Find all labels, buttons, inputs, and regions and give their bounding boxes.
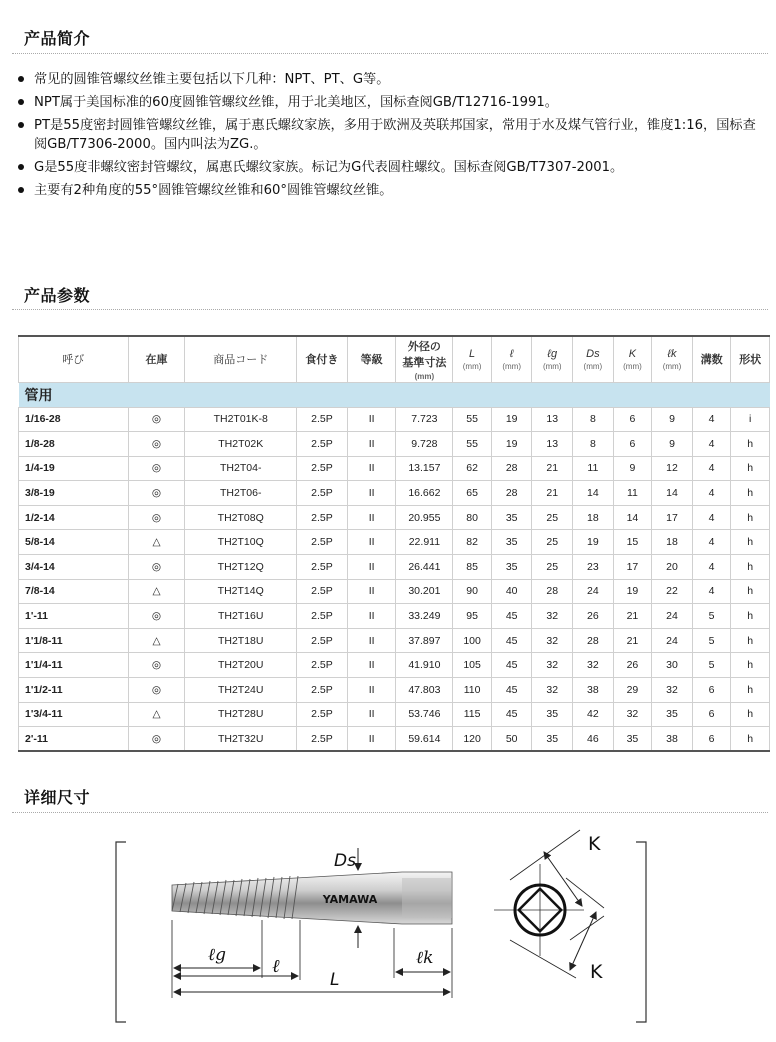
params-section-title: 产品参数 — [24, 286, 91, 305]
cell-code: TH2T20U — [185, 653, 297, 678]
cell-od: 53.746 — [396, 702, 453, 727]
cell-od: 9.728 — [396, 432, 453, 457]
intro-item: PT是55度密封圆锥管螺纹丝锥，属于惠氏螺纹家族，多用于欧洲及英联邦国家，常用于水及煤气管行业，锥度1:16，国标查阅GB/T7306-2000。国内叫法为ZG.。 — [18, 116, 768, 154]
cell-shape: h — [731, 579, 770, 604]
intro-item: 常见的圆锥管螺纹丝锥主要包括以下几种：NPT、PT、G等。 — [18, 70, 768, 89]
cell-size: 1'-11 — [19, 604, 129, 629]
table-row — [19, 555, 770, 580]
cell-od: 59.614 — [396, 727, 453, 752]
cell-stock: ◎ — [128, 505, 185, 530]
intro-section-title: 产品简介 — [24, 29, 91, 48]
cell-shape: h — [731, 628, 770, 653]
cell-L: 82 — [453, 530, 492, 555]
cell-size: 3/8-19 — [19, 481, 129, 506]
cell-l: 35 — [491, 555, 532, 580]
cell-size: 1/4-19 — [19, 456, 129, 481]
cell-Ds: 8 — [573, 407, 614, 432]
cell-od: 41.910 — [396, 653, 453, 678]
cell-size: 1'3/4-11 — [19, 702, 129, 727]
cell-code: TH2T04- — [185, 456, 297, 481]
cell-l: 45 — [491, 604, 532, 629]
cell-lg: 21 — [532, 456, 573, 481]
cell-code: TH2T32U — [185, 727, 297, 752]
cell-code: TH2T24U — [185, 678, 297, 703]
cell-Ds: 42 — [573, 702, 614, 727]
cell-code: TH2T28U — [185, 702, 297, 727]
cell-L: 65 — [453, 481, 492, 506]
cell-shape: h — [731, 432, 770, 457]
cell-lk: 30 — [652, 653, 693, 678]
cell-L: 55 — [453, 432, 492, 457]
cell-grade: II — [347, 678, 396, 703]
cell-l: 45 — [491, 678, 532, 703]
right-bracket — [636, 842, 646, 1022]
cell-flutes: 6 — [692, 727, 731, 752]
cell-lk: 17 — [652, 505, 693, 530]
table-row — [19, 579, 770, 604]
header-code: 商品コード — [185, 336, 297, 382]
cell-chamfer: 2.5P — [297, 456, 348, 481]
cell-shape: h — [731, 505, 770, 530]
cell-lk: 12 — [652, 456, 693, 481]
cell-Ds: 8 — [573, 432, 614, 457]
cell-shape: h — [731, 727, 770, 752]
cell-lk: 18 — [652, 530, 693, 555]
cell-K: 32 — [613, 702, 652, 727]
cell-flutes: 4 — [692, 555, 731, 580]
cell-size: 7/8-14 — [19, 579, 129, 604]
cell-od: 26.441 — [396, 555, 453, 580]
cell-K: 21 — [613, 628, 652, 653]
cell-lk: 22 — [652, 579, 693, 604]
cell-Ds: 11 — [573, 456, 614, 481]
cell-Ds: 24 — [573, 579, 614, 604]
cell-size: 5/8-14 — [19, 530, 129, 555]
table-row — [19, 505, 770, 530]
cell-code: TH2T16U — [185, 604, 297, 629]
table-row — [19, 481, 770, 506]
cell-chamfer: 2.5P — [297, 727, 348, 752]
table-row — [19, 530, 770, 555]
cell-od: 7.723 — [396, 407, 453, 432]
cell-stock: △ — [128, 628, 185, 653]
cell-chamfer: 2.5P — [297, 579, 348, 604]
intro-divider — [12, 53, 768, 54]
header-shape: 形状 — [731, 336, 770, 382]
header-K: K (mm) — [613, 336, 652, 382]
cell-Ds: 28 — [573, 628, 614, 653]
cell-L: 90 — [453, 579, 492, 604]
cell-size: 1'1/8-11 — [19, 628, 129, 653]
cell-shape: i — [731, 407, 770, 432]
cell-stock: ◎ — [128, 678, 185, 703]
cell-grade: II — [347, 505, 396, 530]
header-stock: 在庫 — [128, 336, 185, 382]
cell-size: 1'1/4-11 — [19, 653, 129, 678]
cell-code: TH2T06- — [185, 481, 297, 506]
cell-grade: II — [347, 604, 396, 629]
cell-size: 1/16-28 — [19, 407, 129, 432]
cell-K: 11 — [613, 481, 652, 506]
cell-grade: II — [347, 407, 396, 432]
cell-l: 19 — [491, 432, 532, 457]
header-od-line1: 外径の — [407, 340, 441, 353]
cell-grade: II — [347, 456, 396, 481]
cell-code: TH2T08Q — [185, 505, 297, 530]
cell-flutes: 6 — [692, 678, 731, 703]
cell-size: 1'1/2-11 — [19, 678, 129, 703]
cell-Ds: 23 — [573, 555, 614, 580]
cell-od: 30.201 — [396, 579, 453, 604]
cell-od: 13.157 — [396, 456, 453, 481]
tap-end-view — [494, 830, 604, 983]
cell-lk: 14 — [652, 481, 693, 506]
table-row — [19, 432, 770, 457]
cell-chamfer: 2.5P — [297, 604, 348, 629]
cell-stock: ◎ — [128, 604, 185, 629]
cell-lk: 20 — [652, 555, 693, 580]
header-size: 呼び — [19, 336, 129, 382]
cell-l: 50 — [491, 727, 532, 752]
cell-lk: 9 — [652, 432, 693, 457]
cell-Ds: 46 — [573, 727, 614, 752]
cell-stock: △ — [128, 530, 185, 555]
cell-stock: ◎ — [128, 432, 185, 457]
group-label: 管用 — [19, 382, 770, 407]
cell-stock: ◎ — [128, 407, 185, 432]
cell-grade: II — [347, 530, 396, 555]
cell-l: 45 — [491, 628, 532, 653]
cell-chamfer: 2.5P — [297, 481, 348, 506]
cell-L: 105 — [453, 653, 492, 678]
cell-l: 45 — [491, 653, 532, 678]
cell-code: TH2T10Q — [185, 530, 297, 555]
cell-chamfer: 2.5P — [297, 505, 348, 530]
cell-chamfer: 2.5P — [297, 530, 348, 555]
cell-L: 110 — [453, 678, 492, 703]
cell-lk: 38 — [652, 727, 693, 752]
cell-K: 26 — [613, 653, 652, 678]
cell-K: 15 — [613, 530, 652, 555]
cell-chamfer: 2.5P — [297, 628, 348, 653]
cell-stock: △ — [128, 702, 185, 727]
cell-shape: h — [731, 530, 770, 555]
cell-l: 35 — [491, 530, 532, 555]
cell-lg: 32 — [532, 678, 573, 703]
cell-shape: h — [731, 604, 770, 629]
cell-Ds: 18 — [573, 505, 614, 530]
cell-stock: ◎ — [128, 653, 185, 678]
cell-Ds: 19 — [573, 530, 614, 555]
cell-shape: h — [731, 653, 770, 678]
cell-chamfer: 2.5P — [297, 678, 348, 703]
cell-flutes: 4 — [692, 579, 731, 604]
cell-stock: ◎ — [128, 481, 185, 506]
cell-L: 62 — [453, 456, 492, 481]
cell-size: 3/4-14 — [19, 555, 129, 580]
intro-list — [18, 70, 768, 204]
cell-flutes: 4 — [692, 505, 731, 530]
table-row — [19, 678, 770, 703]
left-bracket — [116, 842, 126, 1022]
table-row — [19, 628, 770, 653]
cell-code: TH2T12Q — [185, 555, 297, 580]
cell-K: 6 — [613, 407, 652, 432]
cell-L: 80 — [453, 505, 492, 530]
cell-od: 20.955 — [396, 505, 453, 530]
cell-size: 2'-11 — [19, 727, 129, 752]
detail-divider — [12, 812, 768, 813]
cell-lg: 35 — [532, 727, 573, 752]
cell-flutes: 5 — [692, 628, 731, 653]
header-lg: ℓg (mm) — [532, 336, 573, 382]
cell-L: 115 — [453, 702, 492, 727]
label-k-top: K — [588, 833, 601, 855]
cell-od: 22.911 — [396, 530, 453, 555]
cell-l: 45 — [491, 702, 532, 727]
cell-flutes: 5 — [692, 604, 731, 629]
cell-lg: 35 — [532, 702, 573, 727]
cell-K: 29 — [613, 678, 652, 703]
cell-code: TH2T14Q — [185, 579, 297, 604]
cell-lg: 32 — [532, 604, 573, 629]
table-row — [19, 702, 770, 727]
detail-section-title: 详细尺寸 — [24, 788, 91, 807]
cell-lg: 25 — [532, 555, 573, 580]
cell-lg: 32 — [532, 628, 573, 653]
cell-lg: 13 — [532, 407, 573, 432]
cell-od: 37.897 — [396, 628, 453, 653]
cell-L: 120 — [453, 727, 492, 752]
cell-grade: II — [347, 481, 396, 506]
cell-grade: II — [347, 702, 396, 727]
cell-chamfer: 2.5P — [297, 555, 348, 580]
header-chamfer: 食付き — [297, 336, 348, 382]
cell-od: 33.249 — [396, 604, 453, 629]
cell-od: 16.662 — [396, 481, 453, 506]
cell-K: 6 — [613, 432, 652, 457]
cell-shape: h — [731, 702, 770, 727]
table-row — [19, 604, 770, 629]
intro-item: NPT属于美国标准的60度圆锥管螺纹丝锥，用于北美地区，国标查阅GB/T12716-1991。 — [18, 93, 768, 112]
cell-L: 100 — [453, 628, 492, 653]
cell-l: 40 — [491, 579, 532, 604]
cell-grade: II — [347, 579, 396, 604]
table-row — [19, 456, 770, 481]
header-grade: 等級 — [347, 336, 396, 382]
header-Ds: Ds (mm) — [573, 336, 614, 382]
cell-flutes: 4 — [692, 481, 731, 506]
cell-lg: 21 — [532, 481, 573, 506]
label-L: L — [330, 970, 340, 990]
cell-size: 1/8-28 — [19, 432, 129, 457]
cell-K: 21 — [613, 604, 652, 629]
cell-stock: ◎ — [128, 727, 185, 752]
tap-dimension-diagram — [0, 820, 776, 1035]
cell-L: 85 — [453, 555, 492, 580]
cell-L: 55 — [453, 407, 492, 432]
tap-illustration — [172, 872, 452, 924]
cell-chamfer: 2.5P — [297, 432, 348, 457]
table-row — [19, 727, 770, 752]
cell-flutes: 4 — [692, 407, 731, 432]
cell-L: 95 — [453, 604, 492, 629]
cell-flutes: 4 — [692, 432, 731, 457]
cell-l: 28 — [491, 456, 532, 481]
cell-code: TH2T02K — [185, 432, 297, 457]
cell-K: 35 — [613, 727, 652, 752]
cell-od: 47.803 — [396, 678, 453, 703]
table-row — [19, 407, 770, 432]
cell-shape: h — [731, 481, 770, 506]
cell-Ds: 32 — [573, 653, 614, 678]
cell-lg: 28 — [532, 579, 573, 604]
cell-l: 35 — [491, 505, 532, 530]
label-ds: Ds — [334, 851, 356, 871]
cell-lg: 32 — [532, 653, 573, 678]
cell-grade: II — [347, 653, 396, 678]
cell-flutes: 4 — [692, 456, 731, 481]
params-divider — [12, 309, 768, 310]
header-od-unit: (mm) — [414, 371, 435, 381]
cell-shape: h — [731, 678, 770, 703]
cell-grade: II — [347, 432, 396, 457]
table-group-row — [19, 382, 770, 407]
label-l: ℓ — [272, 956, 280, 977]
cell-K: 19 — [613, 579, 652, 604]
cell-flutes: 6 — [692, 702, 731, 727]
header-od — [396, 336, 453, 382]
cell-shape: h — [731, 456, 770, 481]
header-flutes: 溝数 — [692, 336, 731, 382]
cell-size: 1/2-14 — [19, 505, 129, 530]
cell-lk: 9 — [652, 407, 693, 432]
cell-flutes: 5 — [692, 653, 731, 678]
header-L: L (mm) — [453, 336, 492, 382]
table-row — [19, 653, 770, 678]
brand-label: YAMAWA — [322, 893, 378, 906]
header-od-line2: 基準寸法 — [402, 356, 447, 369]
table-header-row — [19, 336, 770, 382]
cell-shape: h — [731, 555, 770, 580]
cell-chamfer: 2.5P — [297, 653, 348, 678]
cell-l: 28 — [491, 481, 532, 506]
cell-Ds: 26 — [573, 604, 614, 629]
cell-chamfer: 2.5P — [297, 702, 348, 727]
cell-lg: 25 — [532, 505, 573, 530]
cell-code: TH2T01K-8 — [185, 407, 297, 432]
cell-lg: 13 — [532, 432, 573, 457]
intro-item: G是55度非螺纹密封管螺纹，属惠氏螺纹家族。标记为G代表圆柱螺纹。国标查阅GB/T7307-2001。 — [18, 158, 768, 177]
cell-lg: 25 — [532, 530, 573, 555]
cell-grade: II — [347, 727, 396, 752]
label-lk: ℓk — [416, 948, 434, 968]
cell-stock: ◎ — [128, 456, 185, 481]
cell-K: 9 — [613, 456, 652, 481]
cell-lk: 24 — [652, 628, 693, 653]
cell-lk: 32 — [652, 678, 693, 703]
cell-lk: 35 — [652, 702, 693, 727]
label-lg: ℓg — [208, 945, 226, 965]
cell-grade: II — [347, 555, 396, 580]
cell-K: 14 — [613, 505, 652, 530]
cell-Ds: 14 — [573, 481, 614, 506]
params-table — [18, 335, 770, 752]
cell-stock: △ — [128, 579, 185, 604]
cell-Ds: 38 — [573, 678, 614, 703]
intro-item: 主要有2种角度的55°圆锥管螺纹丝锥和60°圆锥管螺纹丝锥。 — [18, 181, 768, 200]
cell-stock: ◎ — [128, 555, 185, 580]
cell-grade: II — [347, 628, 396, 653]
cell-chamfer: 2.5P — [297, 407, 348, 432]
header-l: ℓ (mm) — [491, 336, 532, 382]
cell-flutes: 4 — [692, 530, 731, 555]
cell-code: TH2T18U — [185, 628, 297, 653]
cell-l: 19 — [491, 407, 532, 432]
header-lk: ℓk (mm) — [652, 336, 693, 382]
cell-lk: 24 — [652, 604, 693, 629]
cell-K: 17 — [613, 555, 652, 580]
label-k-bottom: K — [590, 961, 603, 983]
